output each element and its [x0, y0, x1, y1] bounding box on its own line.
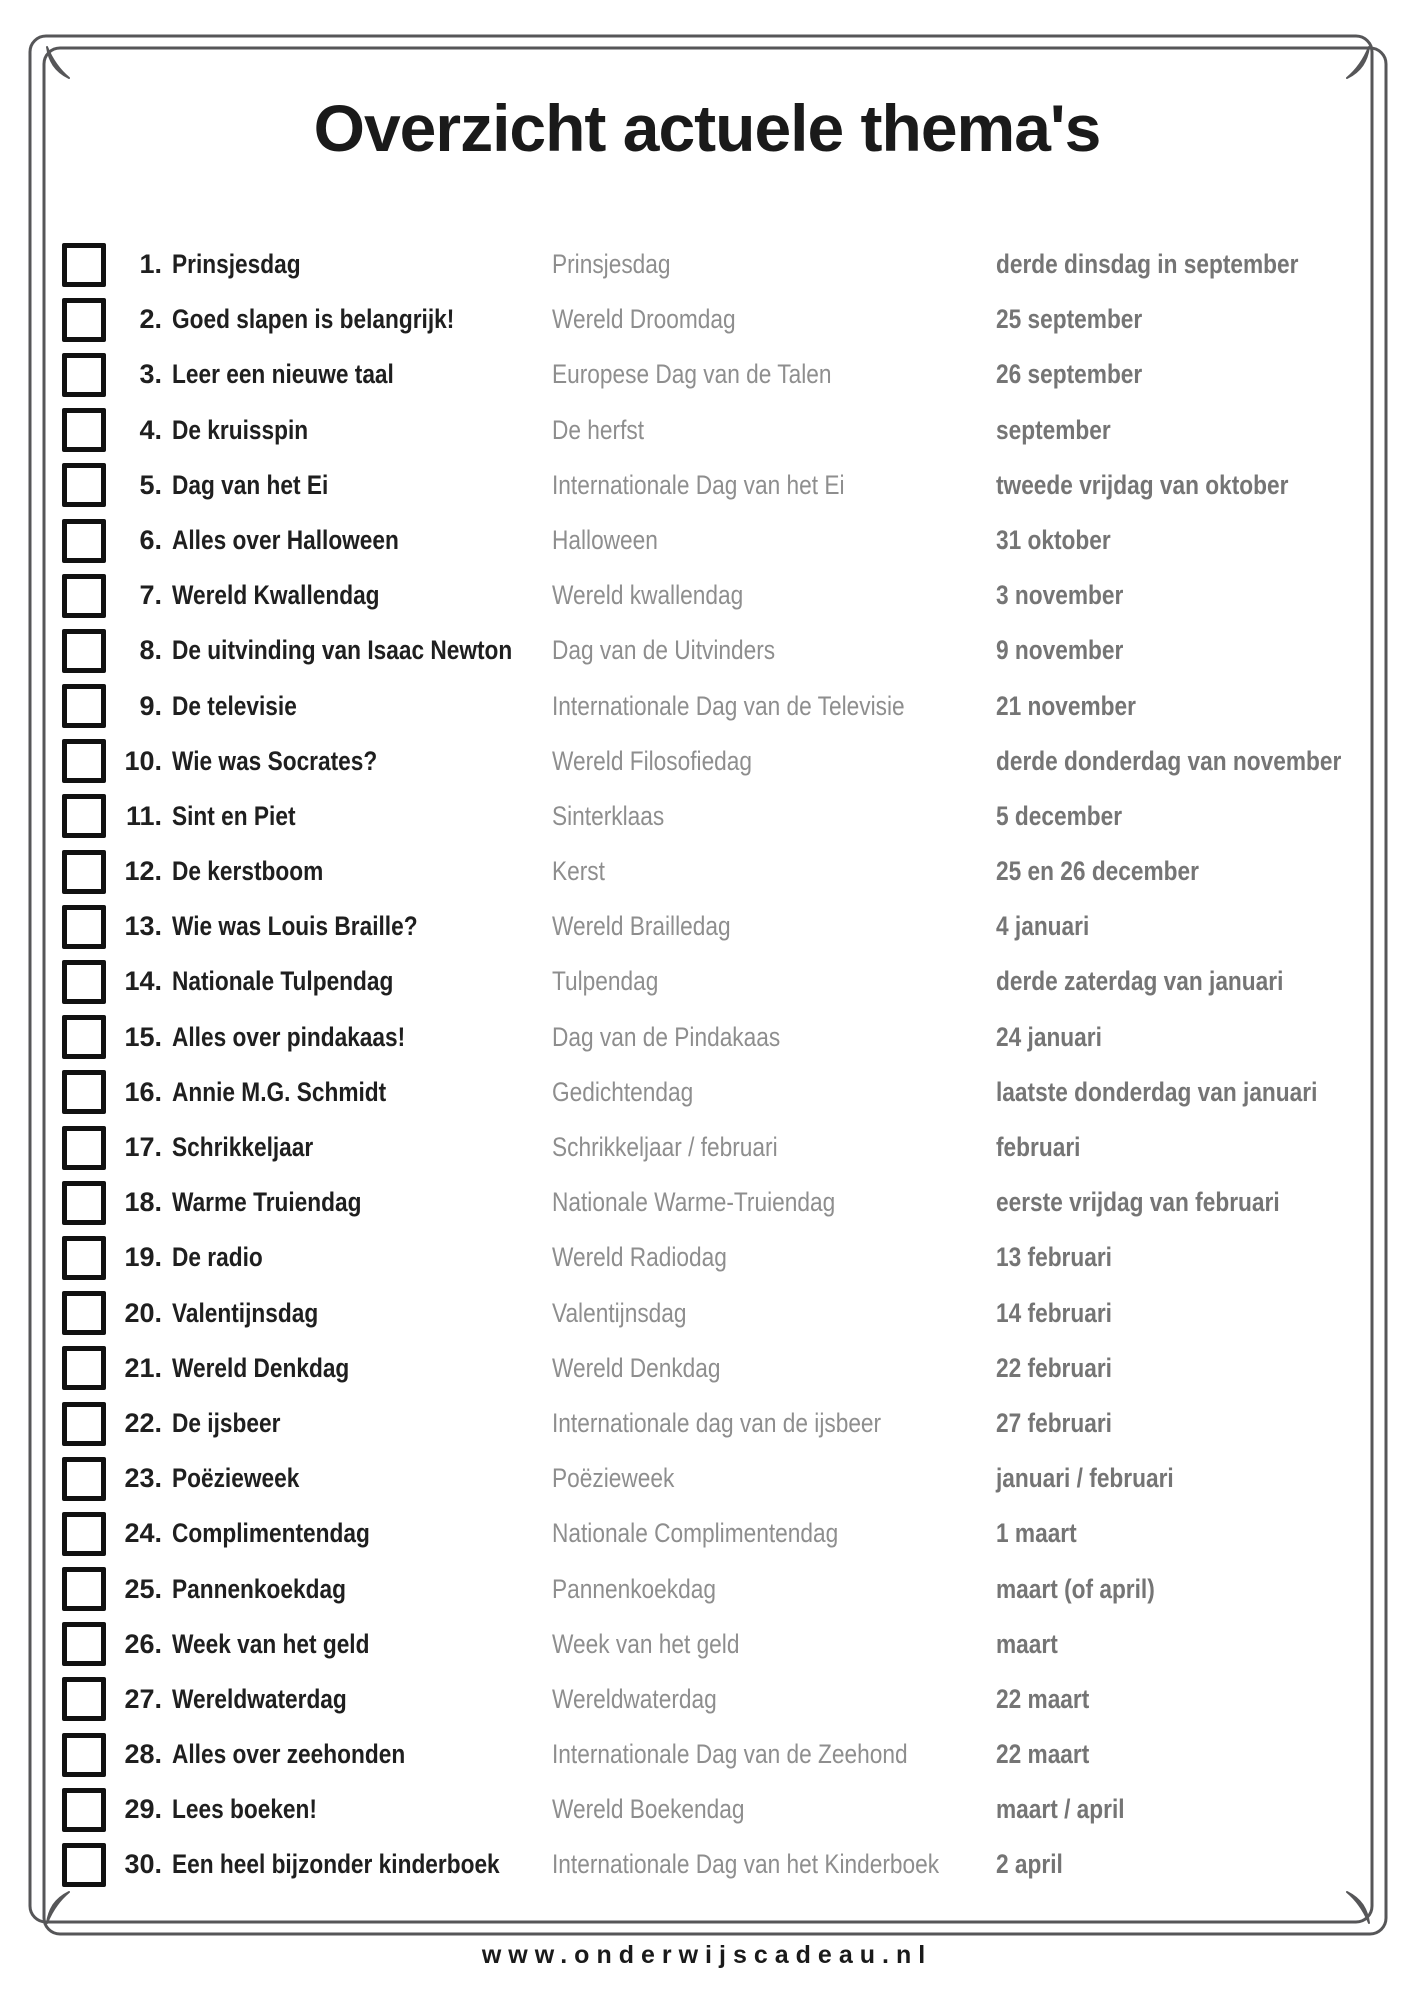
item-date: derde zaterdag van januari	[996, 966, 1284, 997]
list-item	[0, 1506, 1414, 1561]
item-date: februari	[996, 1132, 1081, 1162]
item-theme: Nationale Warme-Truiendag	[552, 1187, 836, 1218]
list-item	[0, 1396, 1414, 1451]
item-number: 20.	[124, 1297, 162, 1328]
item-date: 14 februari	[996, 1297, 1112, 1328]
item-number: 1.	[139, 249, 162, 279]
item-date: 2 april	[996, 1849, 1063, 1880]
list-item	[0, 568, 1414, 623]
list-item	[0, 458, 1414, 513]
item-theme: Halloween	[552, 524, 658, 555]
item-date: 22 februari	[996, 1352, 1112, 1383]
item-title: Wie was Socrates?	[172, 745, 378, 776]
corner-flourish-top-right	[1347, 47, 1369, 78]
item-title: Wereld Kwallendag	[172, 580, 380, 611]
item-theme: Wereld Filosofiedag	[552, 745, 753, 776]
item-title: Schrikkeljaar	[172, 1132, 314, 1162]
item-number: 29.	[124, 1794, 162, 1825]
list-item	[0, 679, 1414, 734]
list-item	[0, 1562, 1414, 1617]
item-number: 7.	[139, 580, 162, 611]
item-theme: Tulpendag	[552, 966, 659, 997]
item-number: 19.	[124, 1242, 162, 1273]
item-theme: Internationale Dag van de Zeehond	[552, 1739, 908, 1770]
item-theme: Wereldwaterdag	[552, 1683, 717, 1714]
item-number: 15.	[124, 1021, 162, 1052]
item-title: Valentijnsdag	[172, 1297, 319, 1328]
item-theme: Wereld Boekendag	[552, 1794, 745, 1825]
item-number: 14.	[124, 966, 162, 997]
item-number: 12.	[124, 856, 162, 887]
item-number: 2.	[139, 304, 162, 335]
item-title: Alles over Halloween	[172, 524, 399, 555]
list-item	[0, 347, 1414, 402]
item-number: 23.	[124, 1463, 162, 1494]
list-item	[0, 1010, 1414, 1065]
item-date: tweede vrijdag van oktober	[996, 469, 1289, 500]
list-item	[0, 734, 1414, 789]
item-date: laatste donderdag van januari	[996, 1076, 1318, 1107]
item-theme: Wereld Brailledag	[552, 911, 731, 942]
item-title: Annie M.G. Schmidt	[172, 1076, 387, 1107]
list-item	[0, 1617, 1414, 1672]
item-theme: De herfst	[552, 414, 645, 445]
item-title: Alles over zeehonden	[172, 1739, 406, 1770]
corner-flourish-top-left	[47, 47, 69, 78]
list-item	[0, 513, 1414, 568]
item-theme: Schrikkeljaar / februari	[552, 1132, 778, 1162]
item-title: Poëzieweek	[172, 1463, 300, 1494]
item-date: 24 januari	[996, 1021, 1102, 1052]
item-title: Een heel bijzonder kinderboek	[172, 1849, 500, 1880]
item-number: 5.	[139, 469, 162, 500]
item-date: derde dinsdag in september	[996, 249, 1299, 279]
item-title: Wereld Denkdag	[172, 1352, 350, 1383]
item-date: 4 januari	[996, 911, 1090, 942]
item-title: De televisie	[172, 690, 297, 721]
item-theme: Internationale Dag van het Kinderboek	[552, 1849, 940, 1880]
list-item	[0, 623, 1414, 678]
item-title: De uitvinding van Isaac Newton	[172, 635, 513, 666]
list-item	[0, 899, 1414, 954]
item-number: 30.	[124, 1849, 162, 1880]
item-number: 24.	[124, 1518, 162, 1549]
list-item	[0, 403, 1414, 458]
item-theme: Wereld Droomdag	[552, 304, 736, 335]
item-title: Nationale Tulpendag	[172, 966, 394, 997]
item-number: 13.	[124, 911, 162, 942]
item-date: 22 maart	[996, 1683, 1090, 1714]
item-number: 22.	[124, 1407, 162, 1438]
item-theme: Internationale Dag van het Ei	[552, 469, 845, 500]
item-number: 10.	[124, 745, 162, 776]
item-theme: Internationale Dag van de Televisie	[552, 690, 905, 721]
item-title: Goed slapen is belangrijk!	[172, 304, 455, 335]
item-number: 27.	[124, 1683, 162, 1714]
item-title: Wereldwaterdag	[172, 1683, 347, 1714]
corner-flourish-bottom-left	[47, 1892, 69, 1923]
item-number: 4.	[139, 414, 162, 445]
item-date: 13 februari	[996, 1242, 1112, 1273]
item-title: Alles over pindakaas!	[172, 1021, 406, 1052]
item-title: De radio	[172, 1242, 263, 1273]
item-date: 21 november	[996, 690, 1136, 721]
list-item	[0, 1451, 1414, 1506]
footer-website-url: www.onderwijscadeau.nl	[481, 1941, 933, 1969]
item-date: 22 maart	[996, 1739, 1090, 1770]
item-number: 11.	[125, 800, 162, 831]
item-theme: Dag van de Pindakaas	[552, 1021, 781, 1052]
item-number: 16.	[124, 1076, 162, 1107]
item-theme: Poëzieweek	[552, 1463, 675, 1494]
item-number: 9.	[139, 690, 162, 721]
list-item	[0, 844, 1414, 899]
item-date: september	[996, 414, 1111, 445]
item-date: 25 september	[996, 304, 1143, 335]
item-number: 28.	[124, 1739, 162, 1770]
item-number: 21.	[124, 1352, 162, 1383]
item-date: januari / februari	[996, 1463, 1174, 1494]
item-date: 1 maart	[996, 1518, 1077, 1549]
item-date: eerste vrijdag van februari	[996, 1187, 1280, 1218]
list-item	[0, 1727, 1414, 1782]
list-item	[0, 954, 1414, 1009]
item-theme: Pannenkoekdag	[552, 1573, 716, 1604]
item-title: Lees boeken!	[172, 1794, 317, 1825]
item-theme: Nationale Complimentendag	[552, 1518, 839, 1549]
item-theme: Wereld Radiodag	[552, 1242, 727, 1273]
item-title: Leer een nieuwe taal	[172, 359, 394, 390]
item-theme: Week van het geld	[552, 1628, 740, 1659]
item-title: De kruisspin	[172, 414, 309, 445]
item-theme: Wereld kwallendag	[552, 580, 744, 611]
list-item	[0, 1120, 1414, 1175]
item-title: Warme Truiendag	[172, 1187, 362, 1218]
list-item	[0, 292, 1414, 347]
item-theme: Wereld Denkdag	[552, 1352, 721, 1383]
list-item	[0, 1782, 1414, 1837]
list-item	[0, 789, 1414, 844]
item-date: maart	[996, 1628, 1058, 1659]
list-item	[0, 1286, 1414, 1341]
item-title: De kerstboom	[172, 856, 324, 887]
list-item	[0, 237, 1414, 292]
item-title: Dag van het Ei	[172, 469, 329, 500]
item-title: De ijsbeer	[172, 1407, 281, 1438]
item-number: 25.	[124, 1573, 162, 1604]
item-title: Prinsjesdag	[172, 249, 301, 279]
item-title: Pannenkoekdag	[172, 1573, 346, 1604]
item-theme: Dag van de Uitvinders	[552, 635, 776, 666]
item-date: maart (of april)	[996, 1573, 1155, 1604]
item-number: 18.	[124, 1187, 162, 1218]
item-theme: Europese Dag van de Talen	[552, 359, 832, 390]
item-title: Week van het geld	[172, 1628, 370, 1659]
list-item	[0, 1230, 1414, 1285]
item-theme: Valentijnsdag	[552, 1297, 687, 1328]
item-theme: Kerst	[552, 856, 605, 887]
item-theme: Prinsjesdag	[552, 249, 671, 279]
item-date: 9 november	[996, 635, 1124, 666]
item-title: Sint en Piet	[172, 800, 296, 831]
item-number: 26.	[124, 1628, 162, 1659]
list-item	[0, 1672, 1414, 1727]
list-item	[0, 1175, 1414, 1230]
item-date: derde donderdag van november	[996, 745, 1342, 776]
list-item	[0, 1065, 1414, 1120]
item-title: Wie was Louis Braille?	[172, 911, 418, 942]
item-date: 5 december	[996, 800, 1123, 831]
item-date: 31 oktober	[996, 524, 1111, 555]
item-date: 26 september	[996, 359, 1143, 390]
item-date: 27 februari	[996, 1407, 1112, 1438]
item-date: 3 november	[996, 580, 1124, 611]
corner-flourish-bottom-right	[1347, 1892, 1369, 1923]
item-number: 6.	[139, 524, 162, 555]
page-title: Overzicht actuele thema's	[313, 91, 1101, 165]
list-item	[0, 1341, 1414, 1396]
item-date: 25 en 26 december	[996, 856, 1199, 887]
item-date: maart / april	[996, 1794, 1125, 1825]
item-theme: Internationale dag van de ijsbeer	[552, 1407, 882, 1438]
item-title: Complimentendag	[172, 1518, 370, 1549]
item-theme: Gedichtendag	[552, 1076, 694, 1107]
item-number: 8.	[139, 635, 162, 666]
list-item	[0, 1837, 1414, 1892]
item-theme: Sinterklaas	[552, 800, 665, 831]
theme-checklist	[0, 237, 1414, 1893]
item-number: 17.	[124, 1132, 162, 1162]
item-number: 3.	[139, 359, 162, 390]
